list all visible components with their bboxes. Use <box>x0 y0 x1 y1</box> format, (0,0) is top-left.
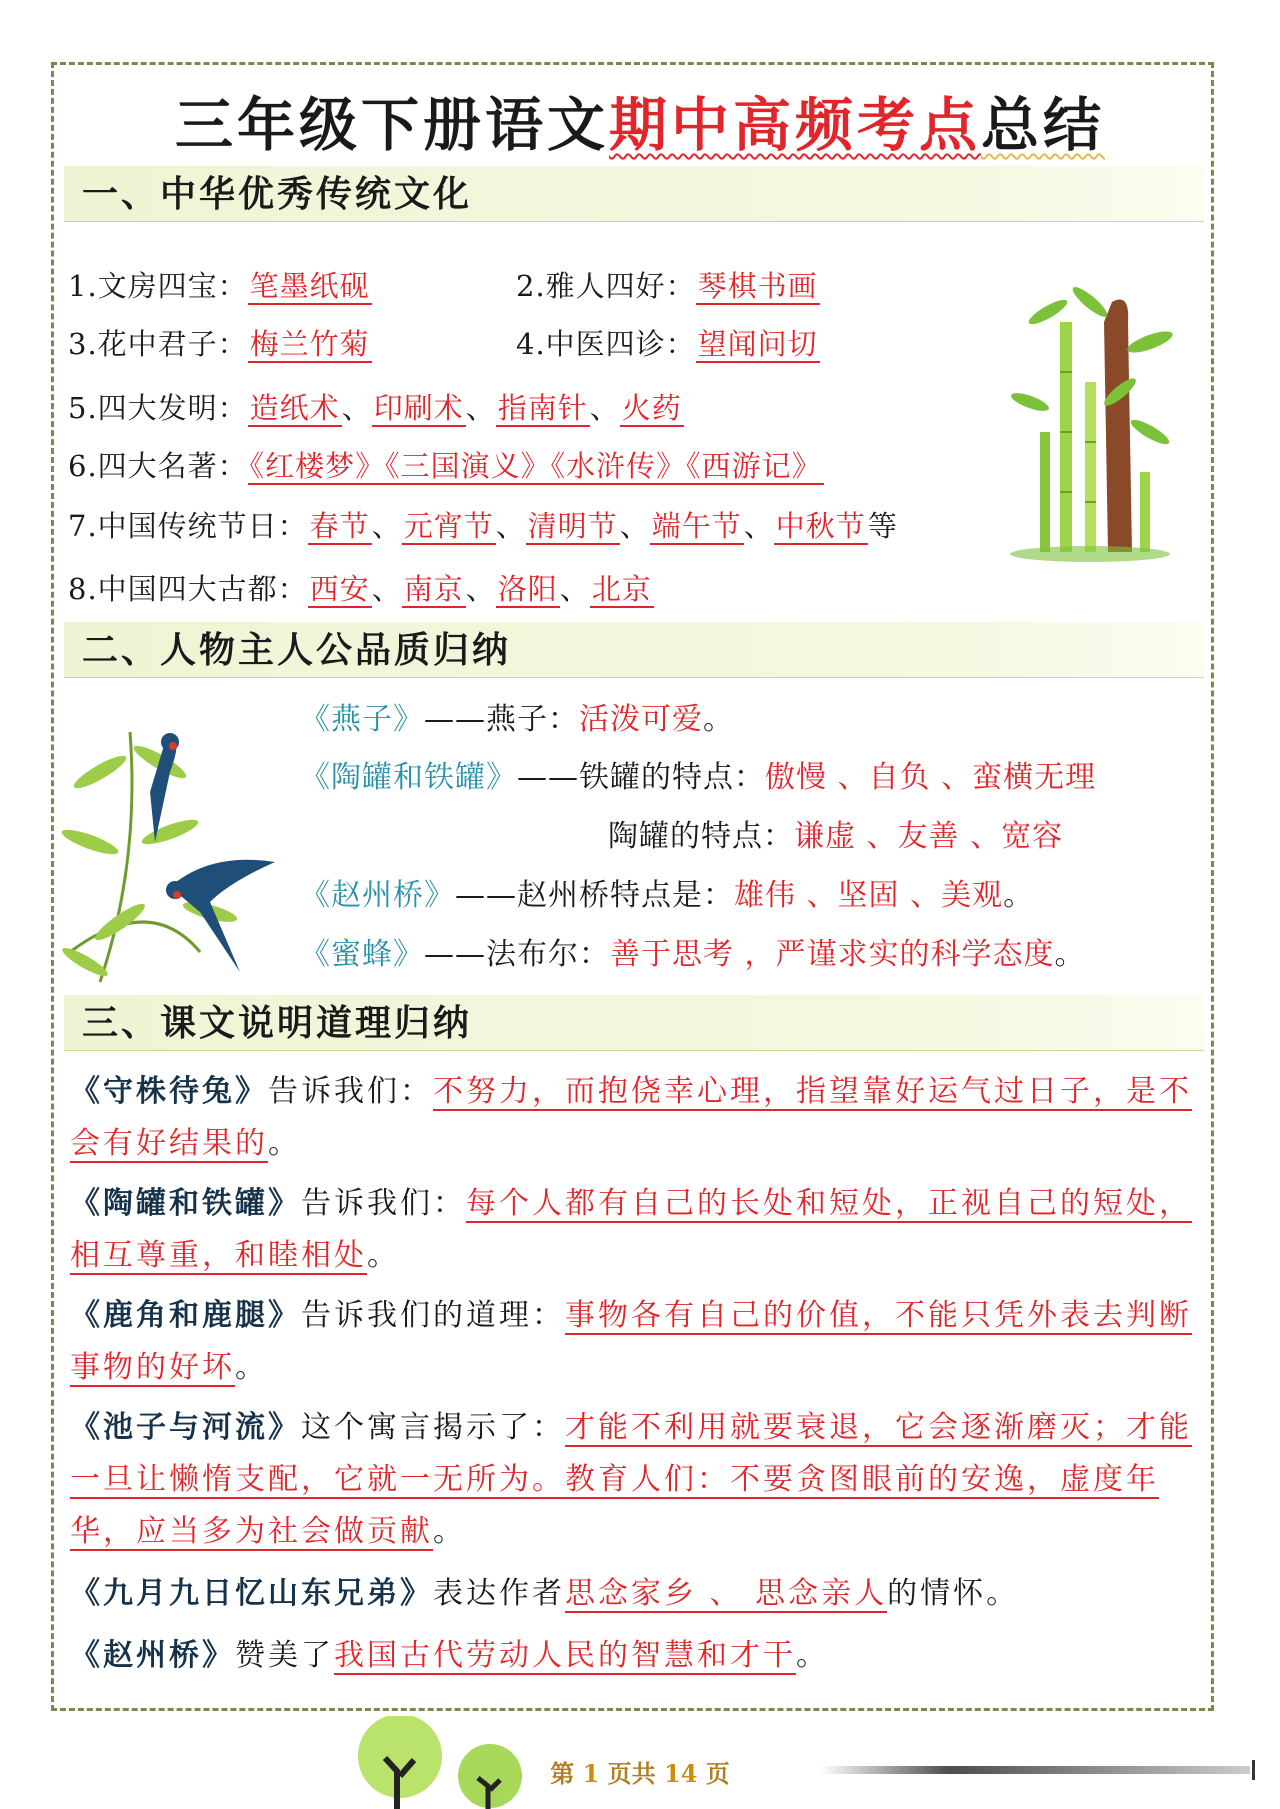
lesson-6: 《赵州桥》赞美了我国古代劳动人民的智慧和才干。 <box>70 1638 829 1673</box>
section-heading-1: 一、中华优秀传统文化 <box>64 166 1204 222</box>
s2-line-5: 《蜜蜂》——法布尔：善于思考 ，严谨求实的科学态度。 <box>300 937 1086 972</box>
lesson-2: 《陶罐和铁罐》告诉我们：每个人都有自己的长处和短处，正视自己的短处，相互尊重，和睦相处。 <box>70 1186 1192 1273</box>
title-part3: 总结 <box>981 91 1106 159</box>
item-4: 4.中医四诊：望闻问切 <box>516 327 818 361</box>
item-2: 2.雅人四好：琴棋书画 <box>516 269 818 303</box>
lesson-1: 《守株待兔》告诉我们：不努力，而抱侥幸心理，指望靠好运气过日子，是不会有好结果的。 <box>70 1074 1192 1161</box>
item-5: 5.四大发明：造纸术、印刷术、指南针、火药 <box>68 391 682 425</box>
scroll-indicator <box>820 1760 1260 1780</box>
section-heading-3: 三、课文说明道理归纳 <box>64 995 1204 1051</box>
s2-line-1: 《燕子》——燕子：活泼可爱。 <box>300 702 734 737</box>
s2-line-2: 《陶罐和铁罐》——铁罐的特点：傲慢 、自负 、蛮横无理 <box>300 760 1097 795</box>
item-7: 7.中国传统节日：春节、元宵节、清明节、端午节、中秋节等 <box>68 509 898 543</box>
s2-line-4: 《赵州桥》——赵州桥特点是：雄伟 、坚固 、美观。 <box>300 878 1035 913</box>
lesson-5: 《九月九日忆山东兄弟》表达作者思念家乡 、 思念亲人的情怀。 <box>70 1576 1020 1611</box>
page-title <box>0 85 1280 165</box>
s2-line-3: 陶罐的特点：谦虚 、友善 、宽容 <box>608 819 1064 854</box>
bamboo-illustration <box>1000 282 1180 562</box>
lesson-4: 《池子与河流》这个寓言揭示了：才能不利用就要衰退，它会逐渐磨灭；才能一旦让懒惰支配，它就一无所为。教育人们：不要贪图眼前的安逸，虚度年华，应当多为社会做贡献。 <box>70 1410 1192 1549</box>
title-part2: 期中高频考点 <box>608 91 981 159</box>
section-heading-2: 二、人物主人公品质归纳 <box>64 622 1204 678</box>
title-part1: 三年级下册语文 <box>174 91 609 159</box>
item-3: 3.花中君子：梅兰竹菊 <box>68 327 370 361</box>
item-8: 8.中国四大古都：西安、南京、洛阳、北京 <box>68 572 652 606</box>
swallow-illustration <box>60 712 290 992</box>
item-6: 6.四大名著：《红楼梦》《三国演义》《水浒传》《西游记》 <box>68 449 822 483</box>
item-1: 1.文房四宝：笔墨纸砚 <box>68 269 370 303</box>
page-footer: 第 1 页共 14 页 <box>550 1759 730 1788</box>
lesson-3: 《鹿角和鹿腿》告诉我们的道理：事物各有自己的价值，不能只凭外表去判断事物的好坏。 <box>70 1298 1192 1385</box>
